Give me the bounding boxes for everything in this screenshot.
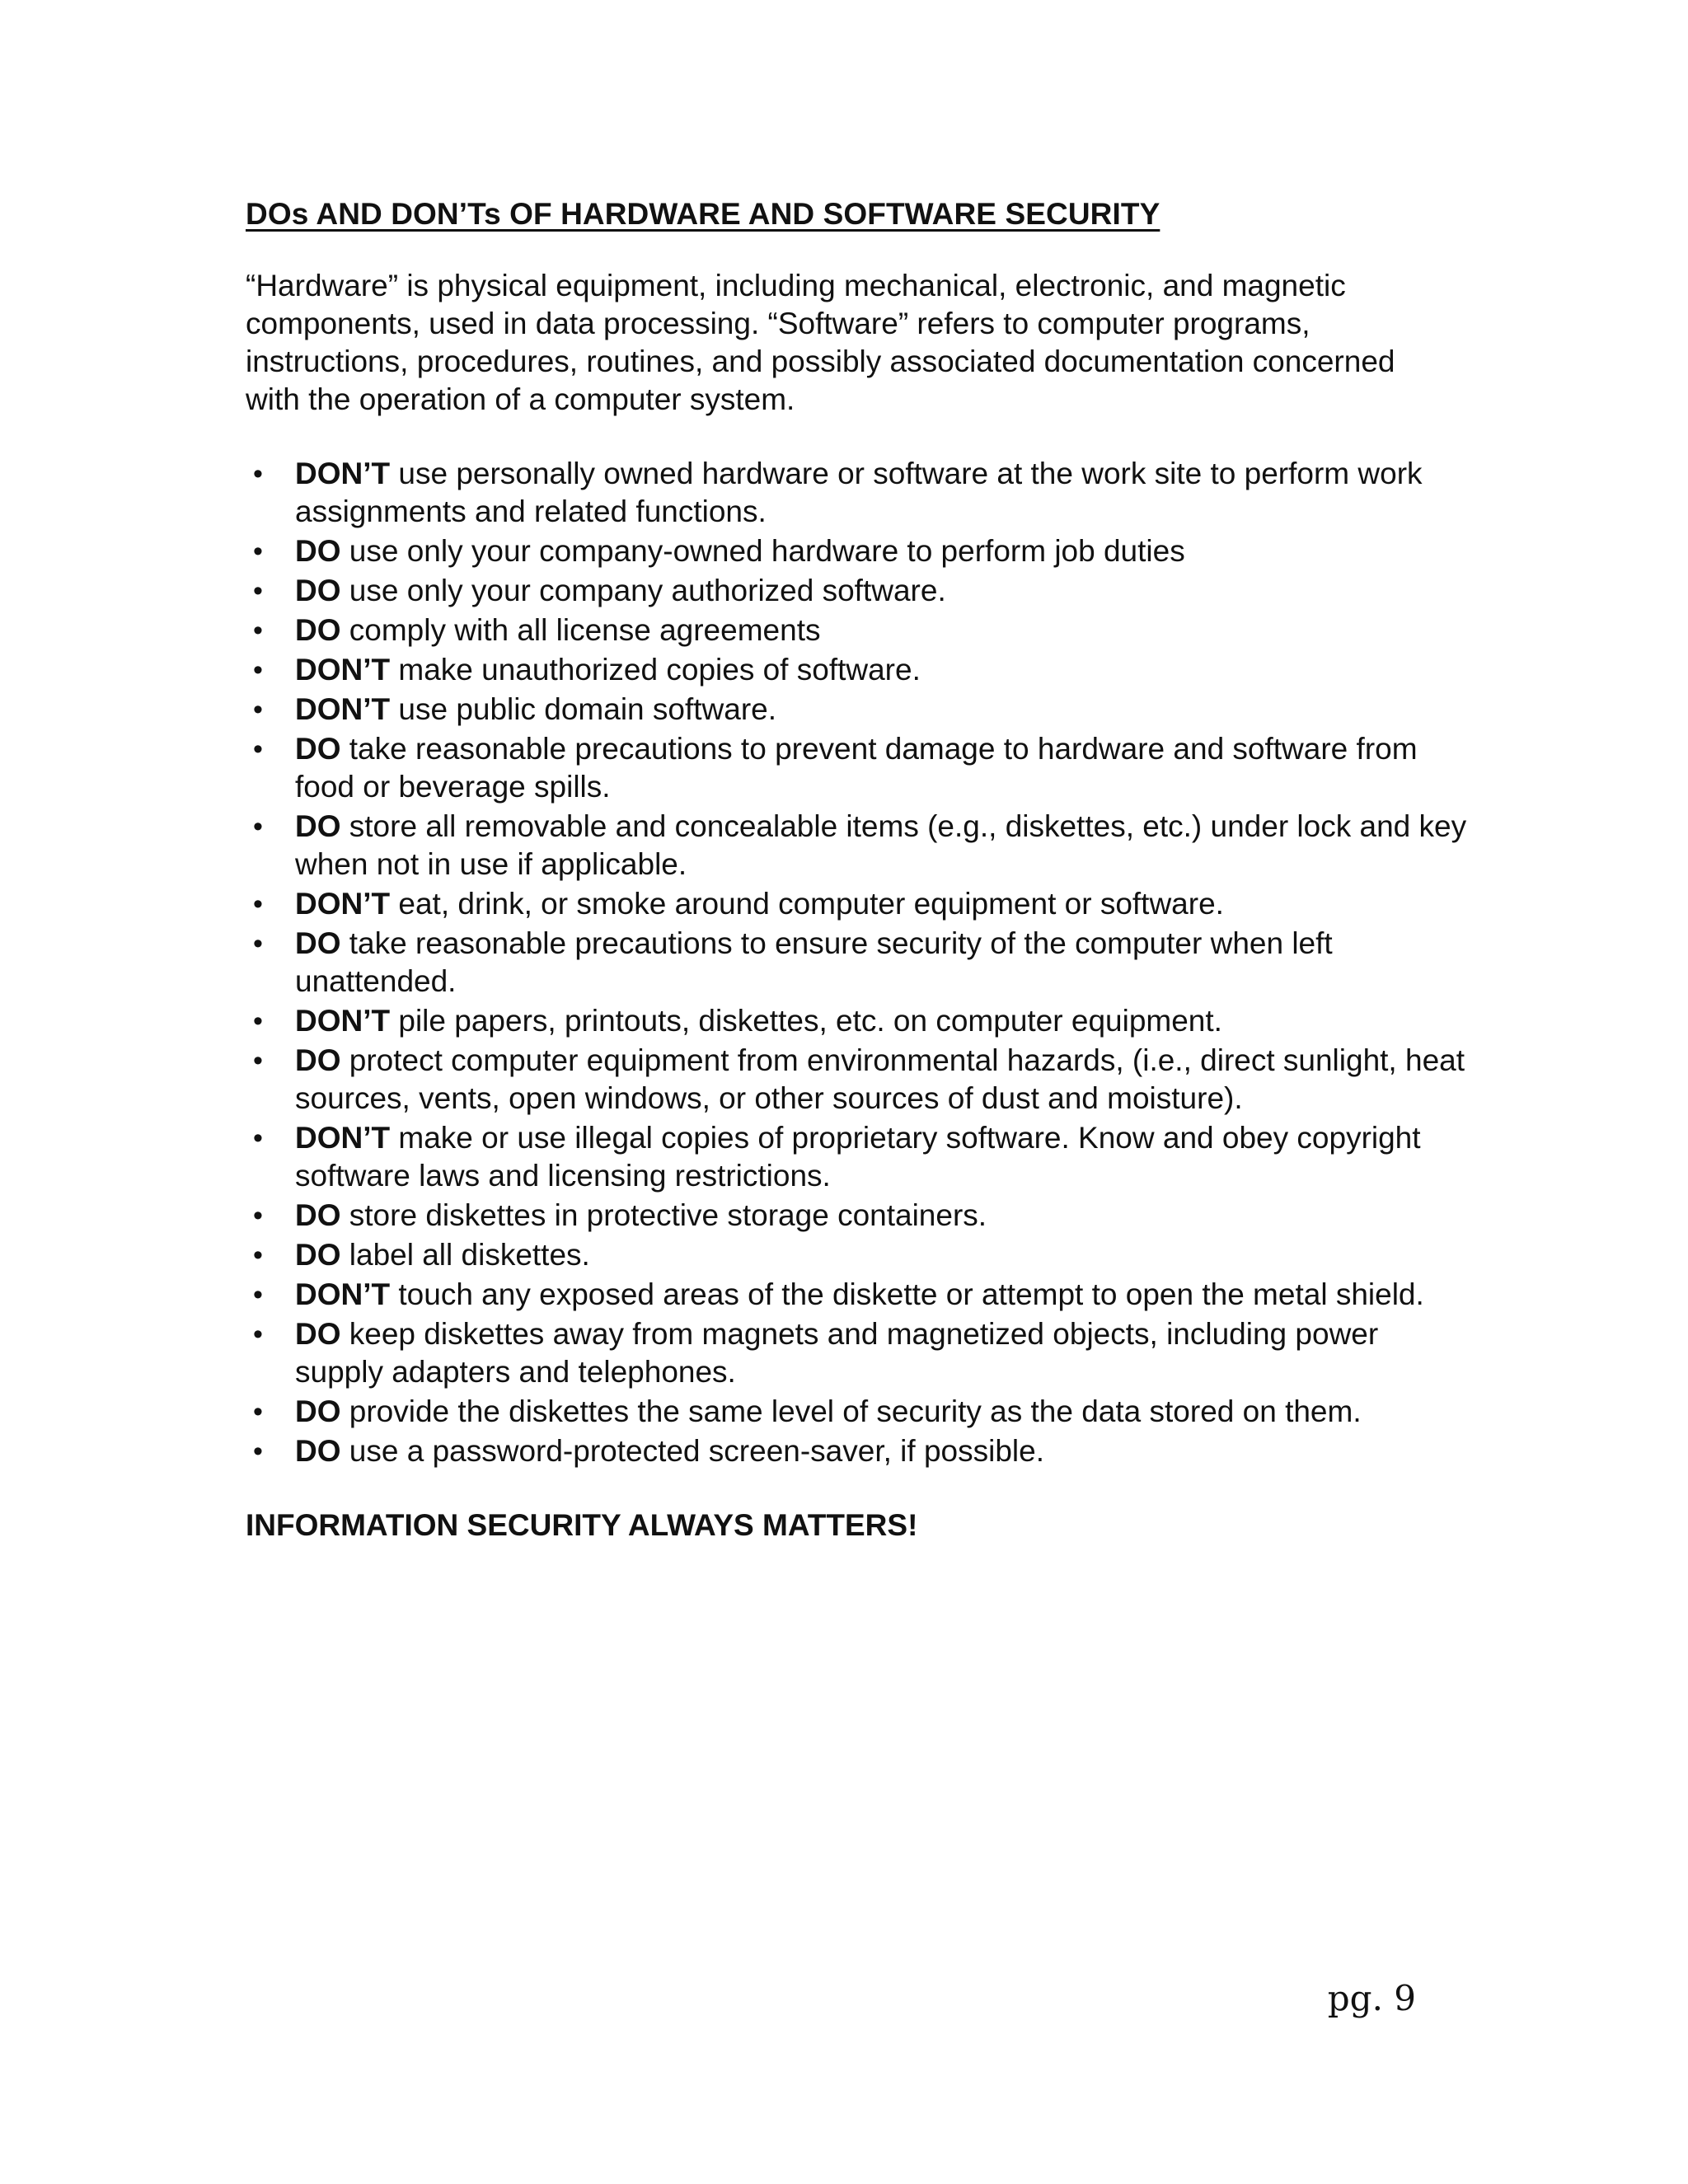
list-item — [246, 651, 1474, 689]
rule-keyword: DO — [295, 534, 341, 568]
list-item — [246, 925, 1474, 1001]
rule-text: use only your company authorized software. — [340, 574, 946, 607]
bullet-icon: • — [253, 1200, 263, 1231]
list-item — [246, 1236, 1474, 1274]
rule-text: make or use illegal copies of proprietary software. Know and obey copyright software laws and licensing restrictions. — [295, 1121, 1421, 1193]
bullet-icon: • — [253, 888, 263, 920]
bullet-icon: • — [253, 811, 263, 842]
rule-keyword: DO — [295, 1434, 341, 1468]
bullet-icon: • — [253, 733, 263, 765]
bullet-icon: • — [253, 1319, 263, 1350]
intro-paragraph: “Hardware” is physical equipment, including mechanical, electronic, and magnetic components, used in data processing. “Software” refers to computer programs, instructions, procedures, routines, and possibly associated documentation concerned with the operation of a computer system. — [246, 269, 1395, 416]
list-item — [246, 730, 1474, 806]
bullet-icon: • — [253, 694, 263, 725]
bullet-icon: • — [253, 1005, 263, 1037]
list-item — [246, 1197, 1474, 1235]
rule-text: protect computer equipment from environmental hazards, (i.e., direct sunlight, heat sources, vents, open windows, or other sources of dust and moisture). — [295, 1043, 1465, 1115]
list-item — [246, 1119, 1474, 1195]
rule-keyword: DO — [295, 1238, 341, 1272]
list-item — [246, 1432, 1474, 1470]
list-item — [246, 691, 1474, 729]
bullet-icon: • — [253, 1396, 263, 1427]
list-item — [246, 1002, 1474, 1040]
rule-text: use public domain software. — [390, 692, 777, 726]
list-item — [246, 1042, 1474, 1118]
rule-keyword: DON’T — [295, 1004, 391, 1038]
rule-keyword: DO — [295, 1317, 341, 1351]
rule-text: store diskettes in protective storage containers. — [340, 1198, 987, 1232]
list-item — [246, 1315, 1474, 1391]
list-item — [246, 885, 1474, 923]
bullet-icon: • — [253, 654, 263, 686]
closing-statement: INFORMATION SECURITY ALWAYS MATTERS! — [246, 1508, 918, 1542]
rule-text: make unauthorized copies of software. — [390, 653, 921, 687]
rule-keyword: DON’T — [295, 887, 391, 921]
bullet-icon: • — [253, 1279, 263, 1310]
rule-keyword: DO — [295, 926, 341, 960]
rule-keyword: DON’T — [295, 653, 391, 687]
rule-text: label all diskettes. — [340, 1238, 590, 1272]
list-item — [246, 612, 1474, 649]
rule-keyword: DON’T — [295, 1277, 391, 1311]
rule-keyword: DO — [295, 1043, 341, 1077]
list-item — [246, 532, 1474, 570]
rule-text: store all removable and concealable items (e.g., diskettes, etc.) under lock and key when not in use if applicable. — [295, 809, 1467, 881]
bullet-icon: • — [253, 1045, 263, 1076]
rule-text: provide the diskettes the same level of security as the data stored on them. — [340, 1394, 1362, 1428]
bullet-icon: • — [253, 575, 263, 607]
bullet-icon: • — [253, 1122, 263, 1154]
rule-keyword: DO — [295, 1198, 341, 1232]
rule-text: keep diskettes away from magnets and magnetized objects, including power supply adapters and telephones. — [295, 1317, 1379, 1389]
list-item — [246, 808, 1474, 883]
rule-text: touch any exposed areas of the diskette or attempt to open the metal shield. — [390, 1277, 1424, 1311]
rule-keyword: DO — [295, 809, 341, 843]
rules-list — [246, 455, 1467, 1470]
list-item — [246, 572, 1474, 610]
rule-keyword: DO — [295, 613, 341, 647]
document-title: DOs AND DON’Ts OF HARDWARE AND SOFTWARE SECURITY — [246, 197, 1160, 231]
rule-keyword: DO — [295, 732, 341, 766]
rule-text: take reasonable precautions to prevent damage to hardware and software from food or beverage spills. — [295, 732, 1418, 804]
rule-keyword: DON’T — [295, 692, 391, 726]
bullet-icon: • — [253, 928, 263, 959]
rule-keyword: DO — [295, 1394, 341, 1428]
rule-text: comply with all license agreements — [340, 613, 821, 647]
list-item — [246, 455, 1474, 531]
bullet-icon: • — [253, 1436, 263, 1467]
rule-text: use personally owned hardware or software at the work site to perform work assignments and related functions. — [295, 457, 1423, 528]
rule-text: take reasonable precautions to ensure security of the computer when left unattended. — [295, 926, 1333, 998]
bullet-icon: • — [253, 536, 263, 567]
list-item — [246, 1276, 1474, 1314]
rule-keyword: DON’T — [295, 1121, 391, 1155]
bullet-icon: • — [253, 615, 263, 646]
page-number: pg. 9 — [1327, 1978, 1416, 2018]
rule-keyword: DO — [295, 574, 341, 607]
bullet-icon: • — [253, 458, 263, 490]
rule-keyword: DON’T — [295, 457, 391, 490]
document-page — [246, 194, 1467, 1544]
bullet-icon: • — [253, 1240, 263, 1271]
rule-text: pile papers, printouts, diskettes, etc. on computer equipment. — [390, 1004, 1222, 1038]
rule-text: eat, drink, or smoke around computer equipment or software. — [390, 887, 1224, 921]
list-item — [246, 1393, 1474, 1431]
rule-text: use only your company-owned hardware to perform job duties — [340, 534, 1185, 568]
rule-text: use a password-protected screen-saver, if possible. — [340, 1434, 1044, 1468]
